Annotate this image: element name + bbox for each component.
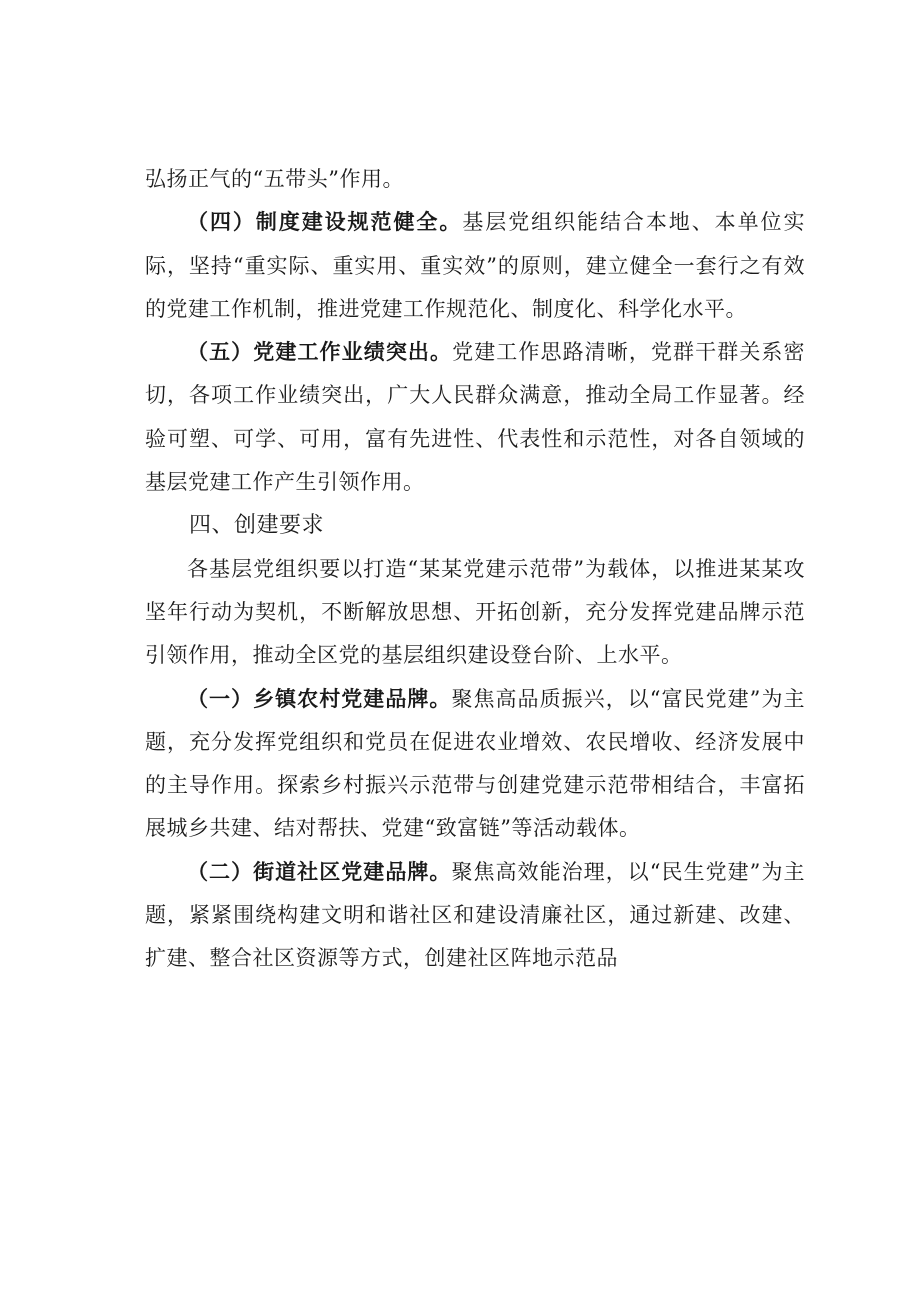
paragraph-continuation [145, 158, 805, 201]
section-heading [145, 504, 805, 547]
document-body [145, 158, 805, 981]
paragraph-community-brand [145, 851, 805, 981]
paragraph-title: （二）街道社区党建品牌。 [187, 859, 452, 884]
paragraph-text: 聚焦高效能治理，以“民生党建”为主题，紧紧围绕构建文明和谐社区和建设清廉社区，通过新建、改建、扩建、整合社区资源等方式，创建社区阵地示范品 [145, 859, 805, 971]
paragraph-title: （四）制度建设规范健全。 [187, 210, 463, 235]
paragraph-text: 各基层党组织要以打造“某某党建示范带”为载体，以推进某某攻坚年行动为契机，不断解放思想、开拓创新，充分发挥党建品牌示范引领作用，推动全区党的基层组织建设登台阶、上水平。 [145, 556, 805, 668]
paragraph-performance [145, 331, 805, 504]
paragraph-text: 党建工作思路清晰，党群干群关系密切，各项工作业绩突出，广大人民群众满意，推动全局工作显著。经验可塑、可学、可用，富有先进性、代表性和示范性，对各自领域的基层党建工作产生引领作用。 [145, 340, 806, 495]
paragraph-institution-building [145, 201, 805, 331]
paragraph-title: （一）乡镇农村党建品牌。 [187, 686, 452, 711]
paragraph-requirements-intro [145, 548, 805, 678]
paragraph-rural-brand [145, 678, 805, 851]
paragraph-text: 聚焦高品质振兴，以“富民党建”为主题，充分发挥党组织和党员在促进农业增效、农民增收、经济发展中的主导作用。探索乡村振兴示范带与创建党建示范带相结合，丰富拓展城乡共建、结对帮扶、党建“致富链”等活动载体。 [145, 686, 805, 841]
section-heading-text: 四、创建要求 [189, 513, 325, 539]
paragraph-text: 弘扬正气的“五带头”作用。 [145, 167, 404, 191]
paragraph-title: （五）党建工作业绩突出。 [187, 340, 453, 365]
paragraph-text: 基层党组织能结合本地、本单位实际，坚持“重实际、重实用、重实效”的原则，建立健全一套行之有效的党建工作机制，推进党建工作规范化、制度化、科学化水平。 [145, 210, 806, 321]
